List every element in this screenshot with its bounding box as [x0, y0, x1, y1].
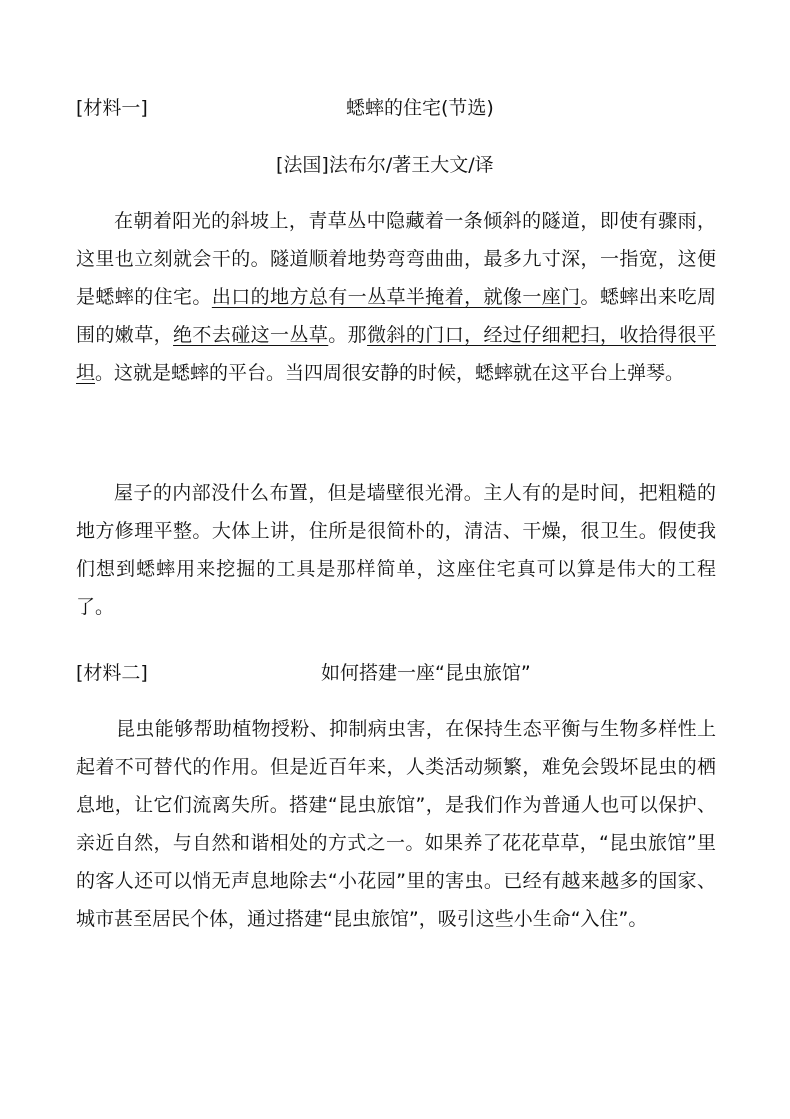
- material1-byline: [法国]法布尔/著王大文/译: [276, 154, 494, 176]
- paragraph-text: 。蟋蟀出来吃周围的嫩草，: [76, 286, 716, 346]
- material2-heading: [76, 658, 716, 688]
- underlined-phrase: 绝不去碰这一丛草: [173, 324, 329, 346]
- material2-paragraph-1: 昆虫能够帮助植物授粉、抑制病虫害，在保持生态平衡与生物多样性上起着不可替代的作用。但是近百年来，人类活动频繁，难免会毁坏昆虫的栖息地，让它们流离失所。搭建“昆虫旅馆”，是我们作为普通人也可以保护、亲近自然，与自然和谐相处的方式之一。如果养了花花草草，“昆虫旅馆”里的客人还可以悄无声息地除去“小花园”里的害虫。已经有越来越多的国家、城市甚至居民个体，通过搭建“昆虫旅馆”，吸引这些小生命“入住”。: [76, 718, 716, 930]
- material1-paragraph-1: [76, 202, 716, 392]
- paragraph-text: 。那: [328, 324, 368, 346]
- material2-title: 如何搭建一座“昆虫旅馆”: [321, 662, 531, 684]
- underlined-phrase: 出口的地方总有一丛草半掩着，就像一座门: [211, 286, 581, 308]
- underlined-phrase: 微斜的门口，经过仔细耙扫，收拾得很平坦: [76, 324, 716, 384]
- material2-label: [材料二]: [76, 662, 148, 684]
- material1-label: [材料一]: [76, 97, 148, 119]
- material1-heading: [76, 93, 716, 123]
- material1-title: 蟋蟀的住宅(节选): [346, 97, 494, 119]
- paragraph-text: 在朝着阳光的斜坡上，青草丛中隐藏着一条倾斜的隧道，即使有骤雨，这里也立刻就会干的。隧道顺着地势弯弯曲曲，最多九寸深，一指宽，这便是蟋蟀的住宅。: [76, 210, 716, 308]
- paragraph-text: 。这就是蟋蟀的平台。当四周很安静的时候，蟋蟀就在这平台上弹琴。: [95, 362, 685, 384]
- material1-paragraph-2: 屋子的内部没什么布置，但是墙壁很光滑。主人有的是时间，把粗糙的地方修理平整。大体上讲，住所是很简朴的，清洁、干燥，很卫生。假使我们想到蟋蟀用来挖掘的工具是那样简单，这座住宅真可以算是伟大的工程了。: [76, 482, 716, 618]
